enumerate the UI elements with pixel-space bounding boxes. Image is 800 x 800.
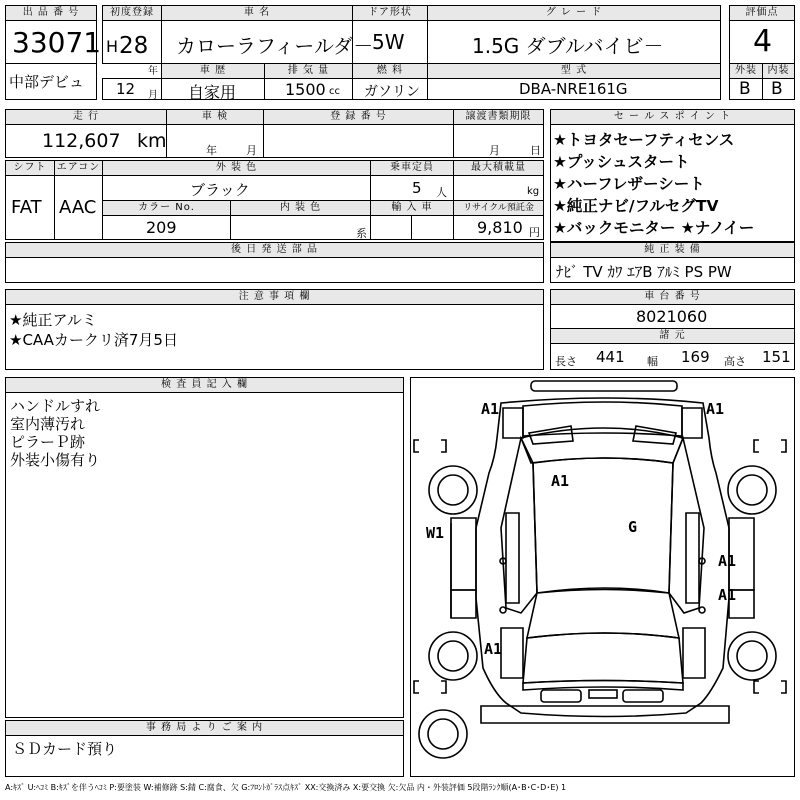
int-color-label: 内 装 色 xyxy=(230,200,371,216)
interior-grade: B xyxy=(771,79,783,99)
interior-label: 内装 xyxy=(762,63,795,79)
import-cell-b xyxy=(411,215,454,240)
displacement: 1500 xyxy=(285,80,326,99)
sales-point: ★ハーフレザーシート xyxy=(553,175,705,193)
chassis-label: 車 台 番 号 xyxy=(550,289,795,305)
diagram-mark: A1 xyxy=(718,552,737,570)
note-line: ★CAAカークリ済7月5日 xyxy=(9,331,178,349)
height: 151 xyxy=(762,348,791,366)
ext-color: ブラック xyxy=(190,181,250,199)
std-equipment-label: 純 正 装 備 xyxy=(550,242,795,258)
lot-number: 33071 xyxy=(12,26,102,59)
dims-cell xyxy=(550,343,795,370)
office-note: ＳＤカード預り xyxy=(12,740,118,758)
color-no-label: カラー No. xyxy=(102,200,231,216)
diagram-mark: A1 xyxy=(481,400,500,418)
aircon: AAC xyxy=(59,197,97,218)
legend: A:ｷｽﾞ U:ﾍｺﾐ B:ｷｽﾞを伴うﾍｺﾐ P:要塗装 W:補修跡 S:錆 C:腐食、欠 G:ﾌﾛﾝﾄｶﾞﾗｽ点ｷｽﾞ XX:交換済み X:要交換 欠:欠品 内・外装評価 5段階ﾗﾝｸ順(A･B･C･D･E) 1 xyxy=(5,783,567,792)
era: H xyxy=(106,37,119,56)
recycle: 9,810 xyxy=(477,218,523,237)
inspector-note: ハンドルすれ xyxy=(10,397,101,415)
inspector-note: ピラーＰ跡 xyxy=(10,433,86,451)
diagram-mark: A1 xyxy=(484,640,503,658)
transfer-day-unit: 日 xyxy=(530,144,541,157)
debut-label: 中部デビュ xyxy=(9,73,85,91)
max-load-label: 最大積載量 xyxy=(453,160,544,176)
car-name: カローラフィールダ－ xyxy=(176,34,374,58)
chassis-no: 8021060 xyxy=(636,307,708,326)
fuel: ガソリン xyxy=(364,84,420,100)
grade-label: グ レ ー ド xyxy=(427,5,721,21)
month-unit: 月 xyxy=(148,90,158,101)
shift: FAT xyxy=(11,197,42,218)
car-name-label: 車 名 xyxy=(161,5,353,21)
capacity: 5 xyxy=(412,179,422,197)
displacement-label: 排 気 量 xyxy=(264,63,353,79)
sales-points-label: セ ー ル ス ポ イ ン ト xyxy=(550,109,795,125)
sales-point: ★プッシュスタート xyxy=(553,153,690,171)
load-unit: kg xyxy=(527,186,540,197)
mileage-label: 走 行 xyxy=(5,109,167,125)
car-diagram-frame xyxy=(410,377,795,777)
office-label: 事 務 局 よ り ご 案 内 xyxy=(5,720,404,736)
exterior-grade: B xyxy=(739,79,751,99)
reg-no-cell xyxy=(263,124,454,158)
capacity-unit: 人 xyxy=(436,186,447,199)
exterior-label: 外装 xyxy=(729,63,763,79)
length-label: 長さ xyxy=(555,355,577,368)
transfer-month-unit: 月 xyxy=(489,144,500,157)
diagram-mark: A1 xyxy=(551,472,570,490)
door-label: ドア形状 xyxy=(352,5,428,21)
later-parts-cell xyxy=(5,257,544,283)
sales-point: ★純正ナビ/フルセグTV xyxy=(553,197,719,215)
width-label: 幅 xyxy=(647,355,658,368)
import-label: 輸 入 車 xyxy=(370,200,454,216)
inspector-note: 室内薄汚れ xyxy=(10,415,86,433)
model-code: DBA-NRE161G xyxy=(519,80,628,98)
recycle-unit: 円 xyxy=(529,226,540,239)
inspection-label: 車 検 xyxy=(166,109,264,125)
inspection-month-unit: 月 xyxy=(246,144,257,157)
reg-no-label: 登 録 番 号 xyxy=(263,109,454,125)
capacity-label: 乗車定員 xyxy=(370,160,454,176)
recycle-label: リサイクル預託金 xyxy=(453,200,544,216)
import-cell-a xyxy=(370,215,412,240)
sales-point: ★トヨタセーフティセンス xyxy=(553,131,735,149)
car-diagram xyxy=(411,378,794,776)
transfer-label: 譲渡書類期限 xyxy=(453,109,544,125)
lot-no-label: 出 品 番 号 xyxy=(5,5,97,21)
diagram-mark: A1 xyxy=(706,400,725,418)
grade: 1.5G ダブルバイビ－ xyxy=(472,34,664,58)
inspector-label: 検 査 員 記 入 欄 xyxy=(5,377,404,393)
score: 4 xyxy=(753,24,773,59)
color-no: 209 xyxy=(146,218,177,237)
later-parts-label: 後 日 発 送 部 品 xyxy=(5,242,544,258)
diagram-mark: G xyxy=(628,518,638,536)
first-reg-label: 初度登録 xyxy=(102,5,162,21)
model-label: 型 式 xyxy=(427,63,721,79)
aircon-label: エアコン xyxy=(54,160,103,176)
int-color-cell xyxy=(230,215,371,240)
history: 自家用 xyxy=(188,83,237,102)
year-unit: 年 xyxy=(148,66,158,77)
length: 441 xyxy=(596,348,625,366)
sales-point: ★バックモニター ★ナノイー xyxy=(553,219,755,237)
ext-color-label: 外 装 色 xyxy=(102,160,371,176)
diagram-mark: A1 xyxy=(718,586,737,604)
mileage: 112,607 xyxy=(42,130,121,152)
notes-label: 注 意 事 項 欄 xyxy=(5,289,544,305)
dims-label: 諸 元 xyxy=(550,328,795,344)
inspector-note: 外装小傷有り xyxy=(10,451,101,469)
inspection-year-unit: 年 xyxy=(206,144,217,157)
displacement-unit: cc xyxy=(329,86,340,97)
history-label: 車 歴 xyxy=(161,63,265,79)
mileage-unit: km xyxy=(137,130,167,152)
note-line: ★純正アルミ xyxy=(9,311,97,329)
reg-year: 28 xyxy=(119,33,149,59)
shift-label: シフト xyxy=(5,160,55,176)
std-equipment: ﾅﾋﾞ TV ｶﾜ ｴｱB ｱﾙﾐ PS PW xyxy=(556,263,732,281)
score-label: 評価点 xyxy=(729,5,795,21)
diagram-mark: W1 xyxy=(426,524,445,542)
door-type: 5W xyxy=(372,30,405,54)
width: 169 xyxy=(681,348,710,366)
height-label: 高さ xyxy=(724,355,746,368)
int-color-unit: 系 xyxy=(356,227,367,240)
reg-month: 12 xyxy=(116,80,136,98)
fuel-label: 燃 料 xyxy=(352,63,428,79)
